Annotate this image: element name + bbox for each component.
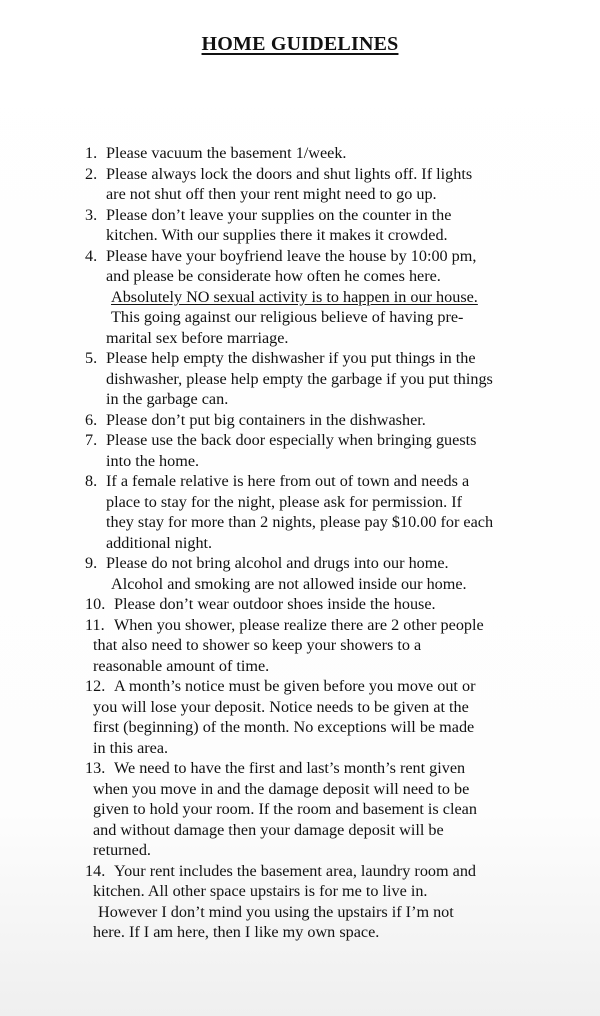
underlined-rule-text: Absolutely NO sexual activity is to happen in our house. [111,287,478,306]
item-line: When you shower, please realize there are 2 other people [114,615,484,634]
list-item [85,143,545,164]
document-title: HOME GUIDELINES [201,33,399,55]
item-line: in the garbage can. [106,390,229,408]
item-line: Alcohol and smoking are not allowed inside our home. [111,574,467,593]
list-item [85,615,545,677]
item-number: 10. [85,595,106,613]
list-item [85,861,545,943]
list-item [85,430,545,471]
item-number: 13. [85,759,106,777]
item-number: 12. [85,677,106,695]
item-line: marital sex before marriage. [106,328,289,347]
item-line: kitchen. All other space upstairs is for me to live in. [93,882,428,900]
item-line: Please don’t wear outdoor shoes inside the house. [114,595,436,613]
item-number: 5. [85,349,98,367]
item-line: However I don’t mind you using the upstairs if I’m not [98,902,454,921]
list-item [85,205,545,246]
item-line: Please have your boyfriend leave the house by 10:00 pm, [106,246,477,265]
item-line: If a female relative is here from out of town and needs a [106,472,470,490]
guidelines-list [85,143,545,943]
item-line: and please be considerate how often he comes here. [106,267,441,285]
item-line: A month’s notice must be given before you move out or [114,677,476,695]
list-item [85,246,545,349]
list-item [85,164,545,205]
item-line: that also need to shower so keep your showers to a [93,636,422,654]
list-item [85,758,545,861]
item-number: 7. [85,431,98,449]
item-line: kitchen. With our supplies there it makes it crowded. [106,226,448,244]
item-line: you will lose your deposit. Notice needs to be given at the [93,697,469,716]
item-number: 8. [85,472,98,490]
item-number: 6. [85,410,98,429]
list-item [85,471,545,553]
item-line: additional night. [106,533,213,552]
item-line: here. If I am here, then I like my own space. [93,923,380,941]
item-line: Please don’t leave your supplies on the counter in the [106,205,452,224]
item-line: first (beginning) of the month. No exceptions will be made [93,718,475,736]
item-number: 9. [85,554,98,572]
item-line: returned. [93,841,151,859]
item-line: reasonable amount of time. [93,656,270,675]
item-line: and without damage then your damage deposit will be [93,820,444,839]
item-line: they stay for more than 2 nights, please pay $10.00 for each [106,513,494,531]
item-line: Your rent includes the basement area, laundry room and [114,861,477,880]
item-line: Please vacuum the basement 1/week. [106,144,347,162]
item-line: Please always lock the doors and shut lights off. If lights [106,164,473,183]
item-line: place to stay for the night, please ask for permission. If [106,492,463,511]
list-item [85,553,545,594]
item-line: in this area. [93,738,169,757]
item-line: This going against our religious believe of having pre- [111,308,464,326]
item-line: Please use the back door especially when bringing guests [106,431,477,449]
item-line: when you move in and the damage deposit will need to be [93,779,470,798]
item-line: given to hold your room. If the room and basement is clean [93,800,477,818]
item-number: 11. [85,615,105,634]
item-line: into the home. [106,451,200,470]
list-item [85,676,545,758]
list-item [85,594,545,615]
item-number: 2. [85,164,98,183]
item-number: 14. [85,861,106,880]
list-item [85,410,545,431]
item-line: Please do not bring alcohol and drugs into our home. [106,554,449,572]
list-item [85,348,545,410]
item-line: Please don’t put big containers in the dishwasher. [106,410,426,429]
item-line: dishwasher, please help empty the garbage if you put things [106,369,493,388]
item-line: Please help empty the dishwasher if you put things in the [106,349,476,367]
item-line: We need to have the first and last’s month’s rent given [114,759,466,777]
item-line: are not shut off then your rent might need to go up. [106,185,437,203]
item-line-underlined [106,287,545,308]
item-number: 1. [85,144,98,162]
item-number: 4. [85,246,98,265]
item-number: 3. [85,205,98,224]
